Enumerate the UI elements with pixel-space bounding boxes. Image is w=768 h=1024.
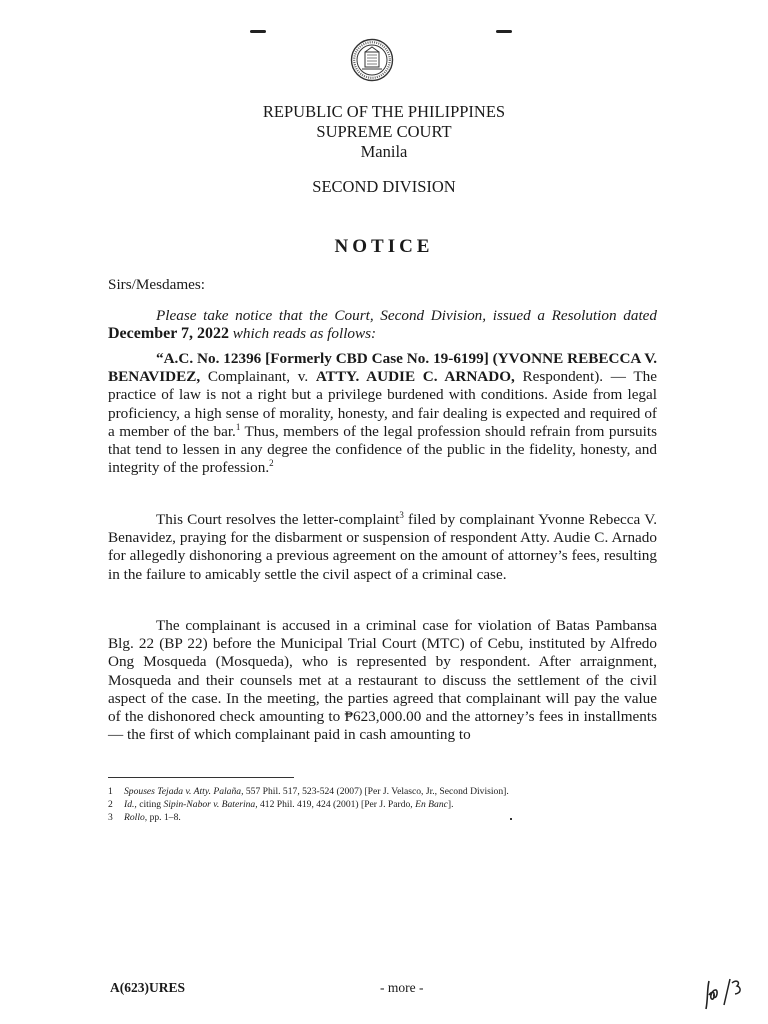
paragraph-2-text-b: filed by complainant Yvonne Rebecca V. Benavidez, praying for the disbarment or suspension of respondent Atty. Audie C. Arnado for allegedly dishonoring a previous agreement on the amount of attorney’s fees, resulting in the failure to amicably settle the civil aspect of a criminal case. xyxy=(108,511,657,583)
footnote-divider xyxy=(108,777,294,778)
header-republic: REPUBLIC OF THE PHILIPPINES xyxy=(262,102,506,121)
footnote-2-citation: 412 Phil. 419, 424 (2001) [Per J. Pardo, xyxy=(257,799,416,810)
document-code: A(623)URES xyxy=(110,980,186,995)
paragraph-1 xyxy=(108,350,657,477)
intro-text-2: which reads as follows: xyxy=(229,325,377,343)
footnote-3-number: 3 xyxy=(108,812,113,823)
paragraph-3: The complainant is accused in a criminal case for violation of Batas Pambansa Blg. 22 (BP 22) before the Municipal Trial Court (MTC) of Cebu, instituted by Alfredo Ong Mosqueda (Mosqueda), who is represented by respondent. After arraignment, Mosqueda and their counsels met at a restaurant to discuss the settlement of the civil aspect of the case. In the meeting, the parties agreed that complainant will pay the value of the dishonored check amounting to ₱623,000.00 and the attorney’s fees in installments — the first of which complainant paid in cash amounting to xyxy=(108,617,657,744)
paragraph-1-text-b: Thus, members of the legal profession should refrain from pursuits that tend to lessen in any degree the confidence of the public in the fidelity, honesty, and integrity of the profession. xyxy=(108,422,657,477)
salutation: Sirs/Mesdames: xyxy=(108,276,206,293)
footnote-3-rollo: Rollo, xyxy=(124,812,148,823)
footnote-1-citation: 557 Phil. 517, 523-524 (2007) [Per J. Velasco, Jr., Second Division]. xyxy=(243,786,509,797)
footnote-ref-3: 3 xyxy=(399,509,404,520)
header-court: SUPREME COURT xyxy=(316,122,452,141)
footnote-2-close: ]. xyxy=(447,799,454,810)
respondent-name: ATTY. AUDIE C. ARNADO, xyxy=(315,368,515,386)
case-caption: “A.C. No. 12396 [Formerly CBD Case No. 19-6199] (YVONNE REBECCA V. BENAVIDEZ, xyxy=(108,350,657,386)
footnote-2-case: Sipin-Nabor v. Baterina, xyxy=(163,799,258,810)
paragraph-2-text-a: This Court resolves the letter-complaint xyxy=(156,511,400,528)
header-division: SECOND DIVISION xyxy=(312,177,456,196)
footnote-3 xyxy=(108,812,668,823)
footnote-1-number: 1 xyxy=(108,786,113,797)
footnote-2 xyxy=(108,799,668,810)
notice-title: NOTICE xyxy=(334,236,434,257)
respondent-label: Respondent). xyxy=(514,368,604,386)
footnote-2-number: 2 xyxy=(108,799,113,810)
intro-text-1: Please take notice that the Court, Second Division, issued a Resolution dated xyxy=(156,307,657,324)
handwritten-initials-icon xyxy=(702,975,746,1013)
complainant-label: Complainant, v. xyxy=(200,368,316,386)
footnote-1-case: Spouses Tejada v. Atty. Palaña, xyxy=(124,786,244,797)
header-city: Manila xyxy=(360,142,408,161)
supreme-court-seal-icon xyxy=(350,38,394,82)
stray-mark xyxy=(510,818,512,820)
resolution-date: December 7, 2022 xyxy=(108,325,229,343)
footnote-ref-2: 2 xyxy=(269,458,274,469)
more-indicator: - more - xyxy=(380,980,424,995)
top-right-mark xyxy=(496,30,512,33)
footnote-2-en-banc: En Banc xyxy=(415,799,448,810)
intro-paragraph xyxy=(108,307,657,343)
paragraph-1-text-a: — The practice of law is not a right but a privilege burdened with conditions. Aside from legal proficiency, a high sense of morality, honesty, and fair dealing is expected and required of a member of the bar. xyxy=(108,368,657,440)
footnote-2-id: Id., xyxy=(124,799,137,810)
paragraph-2 xyxy=(108,511,657,584)
footnote-3-pages: pp. 1–8. xyxy=(147,812,181,823)
footnote-2-citing: citing xyxy=(136,799,164,810)
footnote-1 xyxy=(108,786,668,797)
top-left-mark xyxy=(250,30,266,33)
footnote-ref-1: 1 xyxy=(235,421,241,432)
